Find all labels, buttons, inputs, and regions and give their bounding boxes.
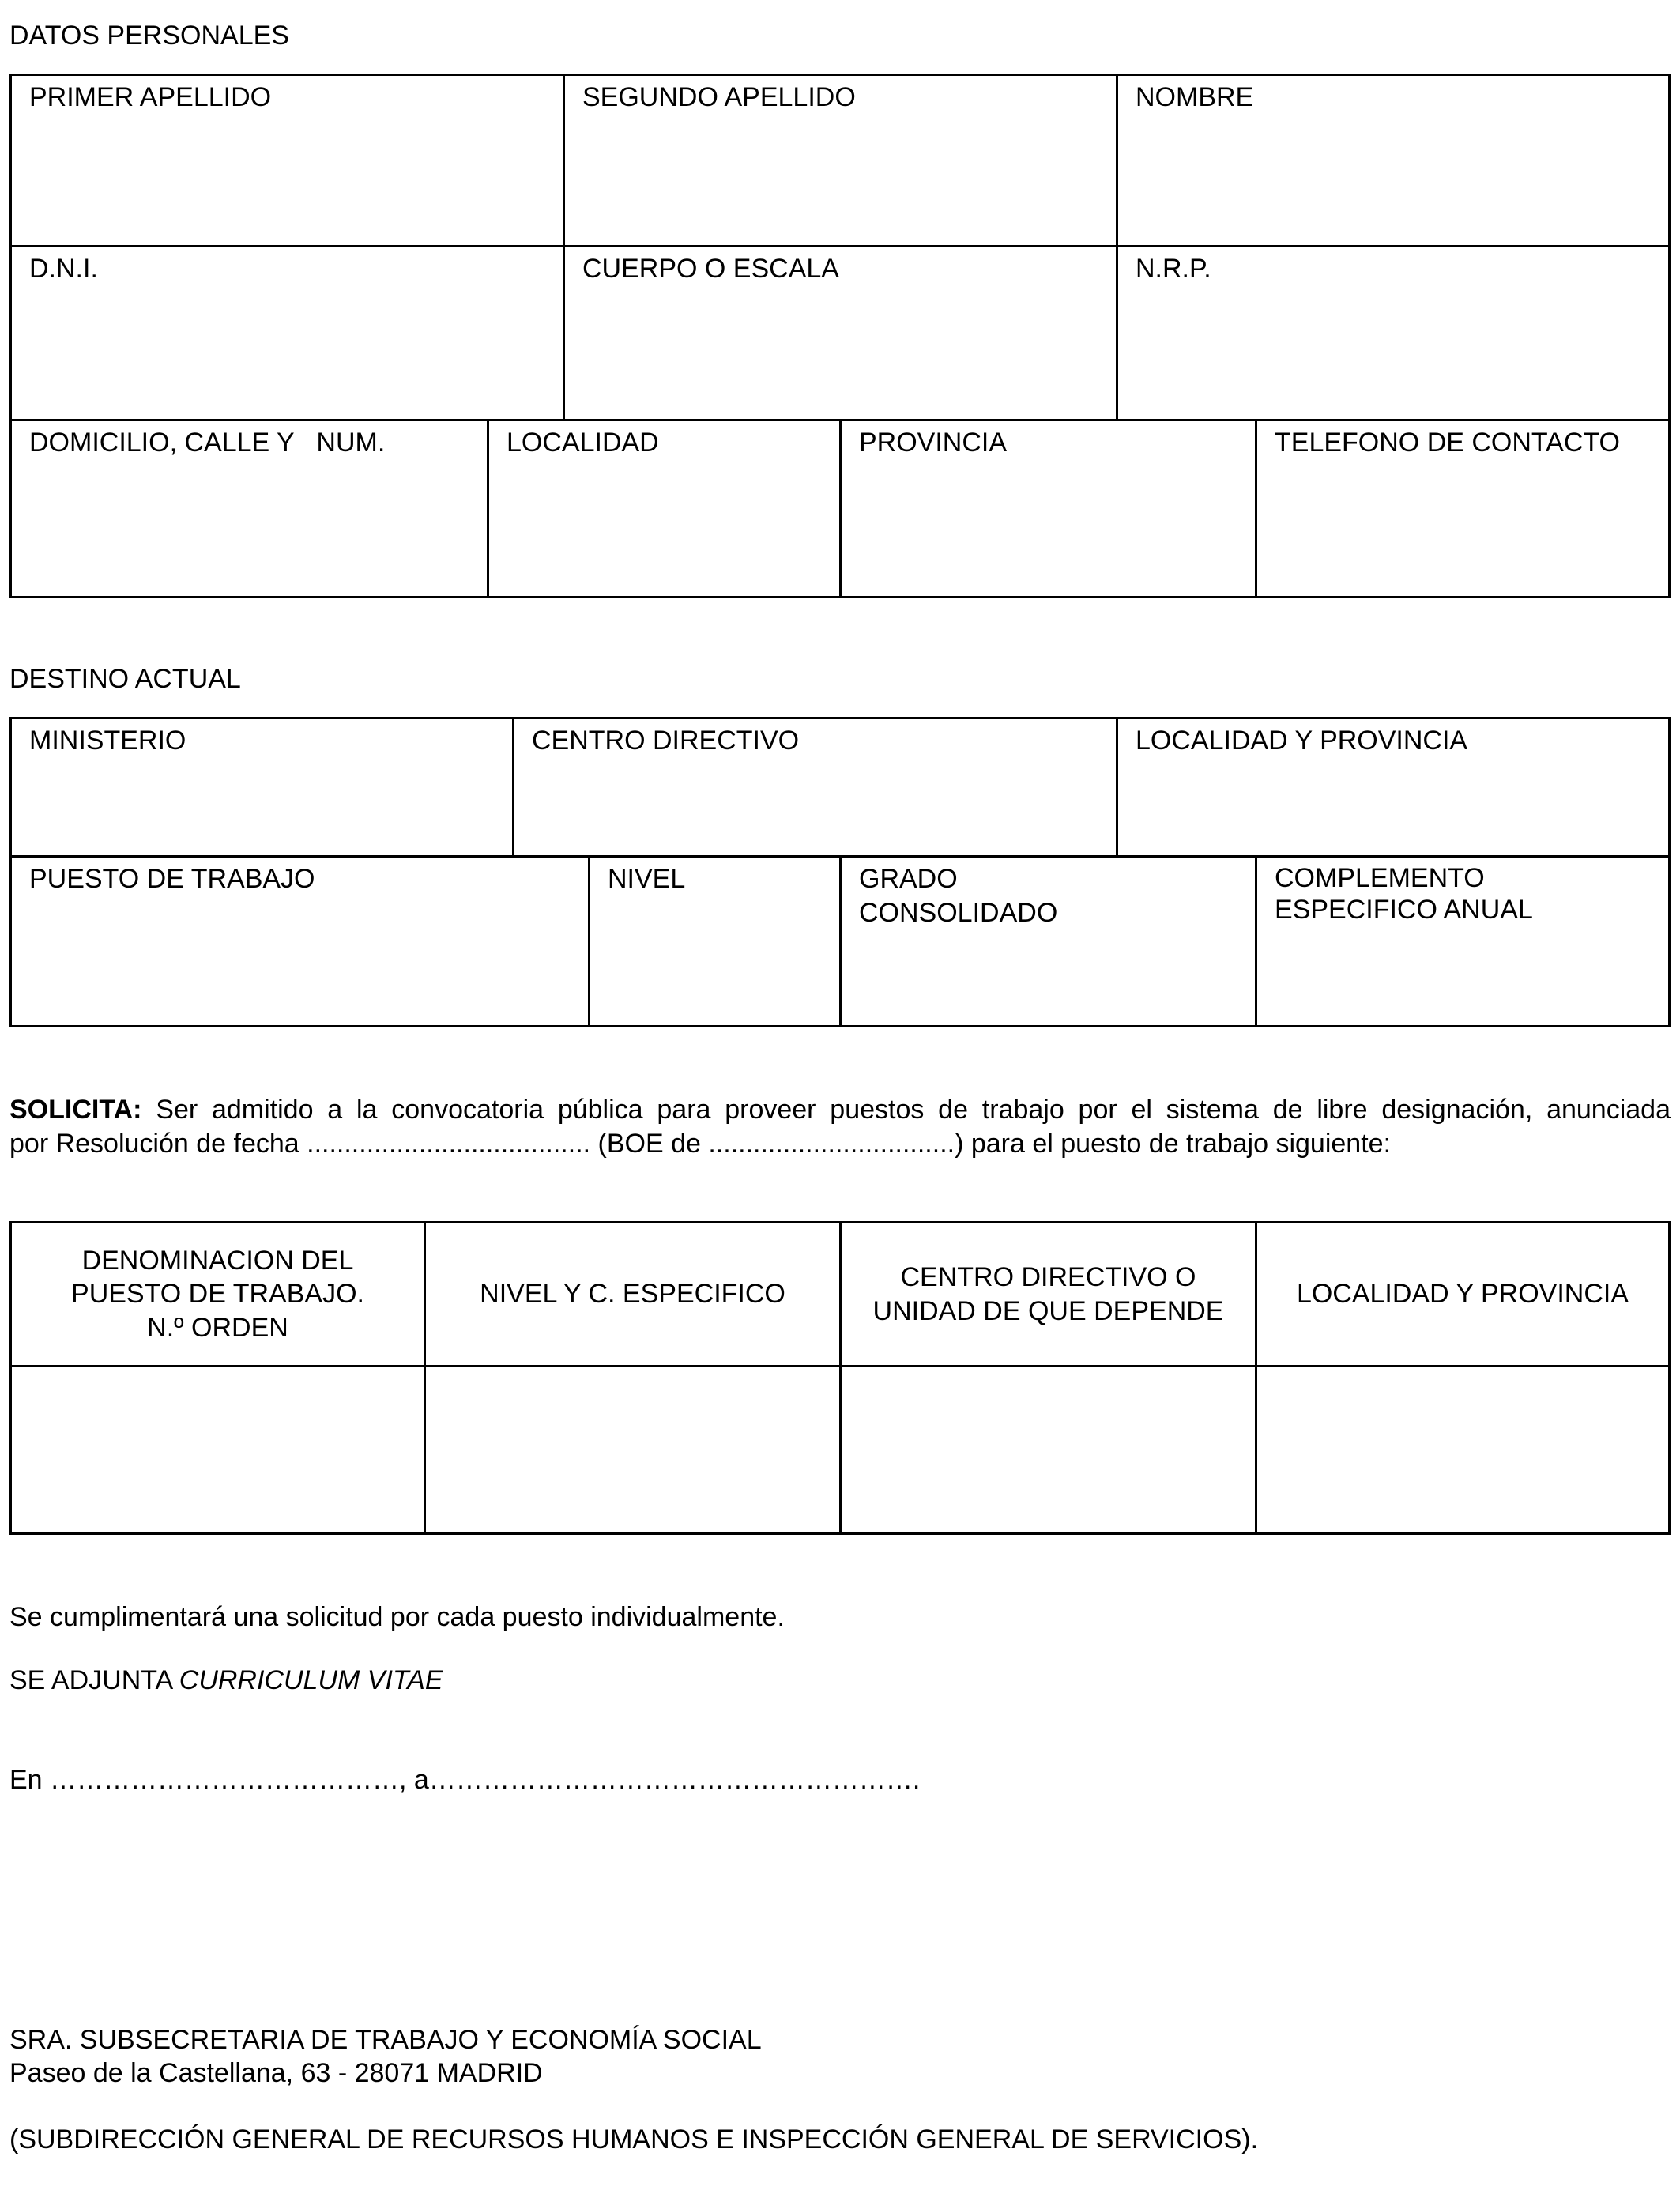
puesto-solicitado-table [9,1221,1671,1535]
nombre-label: NOMBRE [1136,82,1254,112]
domicilio-label: DOMICILIO, CALLE Y NUM. [29,428,386,458]
place-date-line[interactable]: En …………………………………, a………………………………………………. [9,1765,921,1795]
section-title-destino: DESTINO ACTUAL [9,664,241,694]
header-centro-line1: CENTRO DIRECTIVO O [900,1262,1196,1292]
input-centro-directivo[interactable] [842,1367,1257,1535]
header-denominacion [12,1223,426,1367]
localidad-field[interactable] [489,421,842,598]
nombre-field[interactable] [1118,76,1671,247]
telefono-field[interactable] [1257,421,1671,598]
segundo-apellido-label: SEGUNDO APELLIDO [582,82,856,112]
subdireccion: (SUBDIRECCIÓN GENERAL DE RECURSOS HUMANOS E INSPECCIÓN GENERAL DE SERVICIOS). [9,2124,1259,2154]
nivel-field[interactable] [590,858,842,1027]
centro-directivo-label: CENTRO DIRECTIVO [532,726,800,756]
primer-apellido-field[interactable] [12,76,565,247]
header-denominacion-line3: N.º ORDEN [147,1312,288,1343]
header-nivel-especifico [426,1223,842,1367]
segundo-apellido-field[interactable] [565,76,1118,247]
ministerio-field[interactable] [12,719,514,858]
header-nivel-especifico-label: NIVEL Y C. ESPECIFICO [480,1279,785,1310]
cuerpo-escala-field[interactable] [565,247,1118,421]
input-denominacion[interactable] [12,1367,426,1535]
complemento-label-line2: ESPECIFICO ANUAL [1275,895,1533,925]
localidad-provincia-field[interactable] [1118,719,1671,858]
input-nivel-especifico[interactable] [426,1367,842,1535]
localidad-provincia-label: LOCALIDAD Y PROVINCIA [1136,726,1468,756]
header-centro-line2: UNIDAD DE QUE DEPENDE [872,1295,1224,1326]
nrp-label: N.R.P. [1136,254,1211,284]
cuerpo-escala-label: CUERPO O ESCALA [582,254,839,284]
destino-actual-table [9,717,1671,1027]
solicita-text-line2: por Resolución de fecha ...................................... (BOE de .................................) para el puesto de trabajo siguiente: [9,1128,1392,1159]
solicita-label: SOLICITA: [9,1095,142,1125]
primer-apellido-label: PRIMER APELLIDO [29,82,272,112]
ministerio-label: MINISTERIO [29,726,186,756]
telefono-label: TELEFONO DE CONTACTO [1275,428,1621,458]
localidad-label: LOCALIDAD [507,428,659,458]
nivel-label: NIVEL [608,864,686,894]
grado-consolidado-field[interactable] [842,858,1257,1027]
provincia-field[interactable] [842,421,1257,598]
adjunta-prefix: SE ADJUNTA [9,1665,179,1695]
centro-directivo-field[interactable] [514,719,1118,858]
grado-label-line2: CONSOLIDADO [859,897,1058,928]
adjunta-note [9,1664,443,1698]
solicita-paragraph [9,1093,1671,1160]
puesto-trabajo-field[interactable] [12,858,590,1027]
individual-note: Se cumplimentará una solicitud por cada puesto individualmente. [9,1602,785,1632]
curriculum-vitae: CURRICULUM VITAE [179,1665,443,1695]
address: Paseo de la Castellana, 63 - 28071 MADRID [9,2058,543,2088]
complemento-especifico-field[interactable] [1257,858,1671,1027]
grado-label-line1: GRADO [859,864,958,894]
complemento-label-line1: COMPLEMENTO [1275,863,1485,893]
header-denominacion-line2: PUESTO DE TRABAJO. [71,1279,364,1310]
header-denominacion-line1: DENOMINACION DEL [81,1245,354,1276]
input-localidad-provincia[interactable] [1257,1367,1671,1535]
provincia-label: PROVINCIA [859,428,1008,458]
nrp-field[interactable] [1118,247,1671,421]
dni-field[interactable] [12,247,565,421]
domicilio-field[interactable] [12,421,489,598]
header-localidad-provincia [1257,1223,1671,1367]
personal-data-table [9,74,1671,598]
header-localidad-provincia-label: LOCALIDAD Y PROVINCIA [1296,1279,1629,1310]
addressee: SRA. SUBSECRETARIA DE TRABAJO Y ECONOMÍA SOCIAL [9,2025,762,2055]
header-centro-directivo [842,1223,1257,1367]
dni-label: D.N.I. [29,254,98,284]
section-title-personal: DATOS PERSONALES [9,21,289,51]
solicita-text-line1: Ser admitido a la convocatoria pública para proveer puestos de trabajo por el sistema de libre designación, anunciada [141,1095,1671,1125]
puesto-trabajo-label: PUESTO DE TRABAJO [29,864,315,894]
